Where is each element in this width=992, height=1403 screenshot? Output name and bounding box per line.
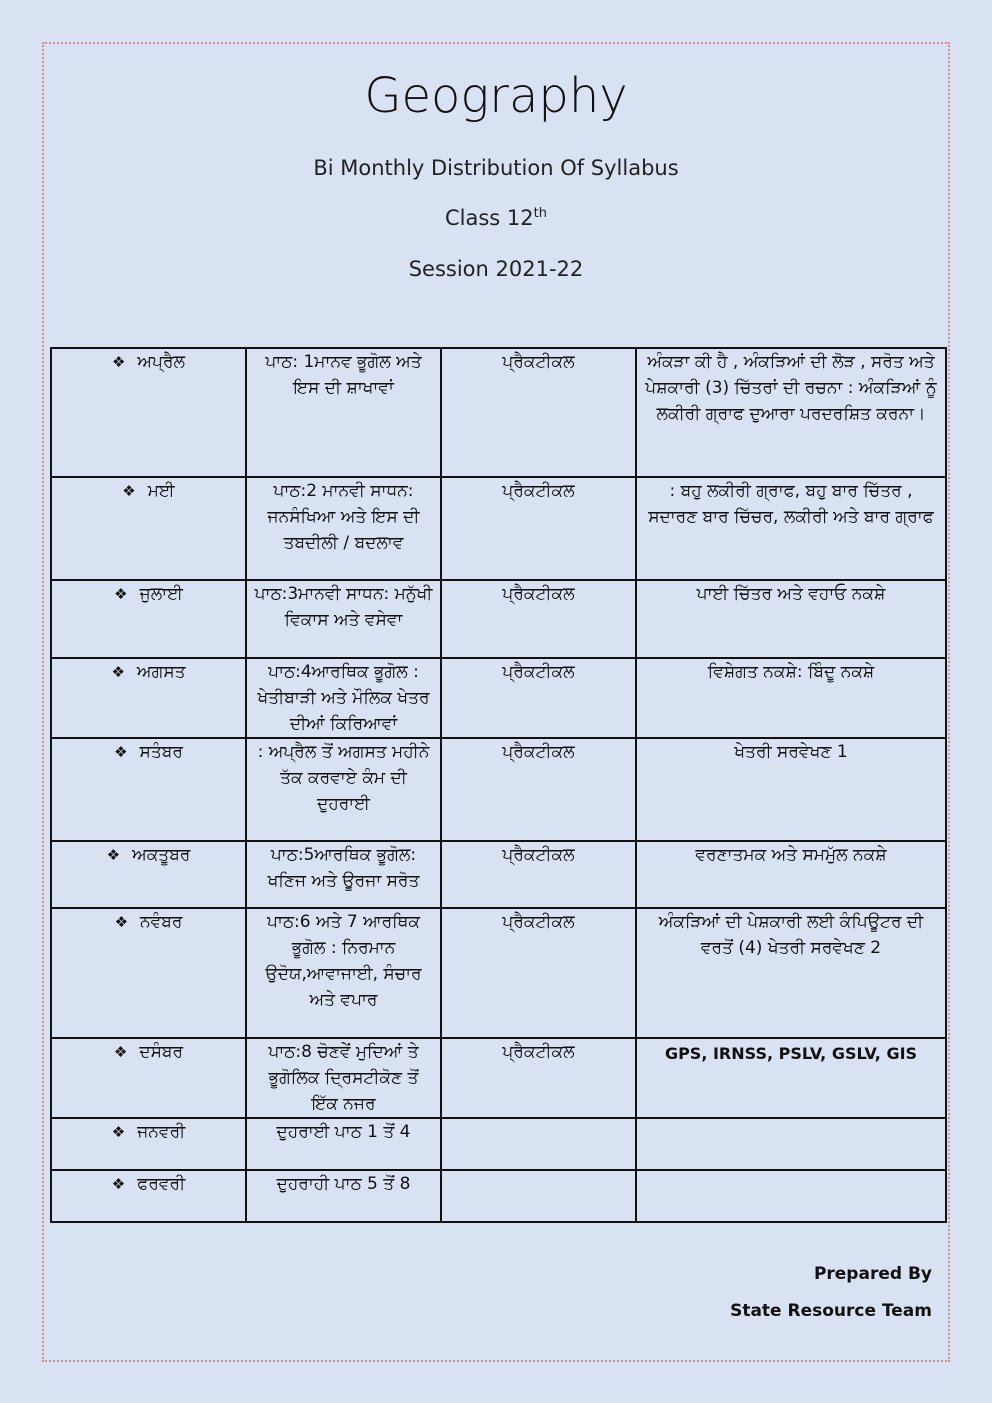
session-label: Session 2021-22 bbox=[408, 257, 584, 281]
month-cell bbox=[51, 841, 246, 908]
chapter-cell: ਪਾਠ:8 ਚੋਣਵੇਂ ਮੁਦਿਆਂ ਤੇ ਭੂਗੋਲਿਕ ਦ੍ਰਿਸਟੀਕੋਣ ਤੋਂ ਇੱਕ ਨਜਰ bbox=[246, 1038, 441, 1118]
type-cell bbox=[441, 1118, 636, 1170]
practical-cell: ਅੰਕੜਿਆਂ ਦੀ ਪੇਸ਼ਕਾਰੀ ਲਈ ਕੰਪਿਊਟਰ ਦੀ ਵਰਤੋਂ (4) ਖੇਤਰੀ ਸਰਵੇਖਣ 2 bbox=[636, 908, 946, 1038]
table-row bbox=[51, 841, 946, 908]
diamond-bullet-icon: ❖ bbox=[106, 846, 121, 864]
type-cell: ਪ੍ਰੈਕਟੀਕਲ bbox=[441, 658, 636, 738]
month-label: ਅਪ੍ਰੈਲ bbox=[137, 352, 186, 372]
practical-cell bbox=[636, 1118, 946, 1170]
practical-cell: ਖੇਤਰੀ ਸਰਵੇਖਣ 1 bbox=[636, 738, 946, 841]
month-cell bbox=[51, 348, 246, 477]
chapter-cell: ਪਾਠ:5ਆਰਥਿਕ ਭੂਗੋਲ: ਖਣਿਜ ਅਤੇ ਊਰਜਾ ਸਰੋਤ bbox=[246, 841, 441, 908]
practical-cell: ਵਰਣਾਤਮਕ ਅਤੇ ਸਮਮੁੱਲ ਨਕਸ਼ੇ bbox=[636, 841, 946, 908]
team-name: State Resource Team bbox=[730, 1301, 932, 1321]
chapter-cell: ਦੁਹਰਾਹੀ ਪਾਠ 5 ਤੋਂ 8 bbox=[246, 1170, 441, 1222]
chapter-cell: ਪਾਠ:2 ਮਾਨਵੀ ਸਾਧਨ: ਜਨਸੰਖਿਆ ਅਤੇ ਇਸ ਦੀ ਤਬਦੀਲੀ / ਬਦਲਾਵ bbox=[246, 477, 441, 580]
table-row bbox=[51, 1170, 946, 1222]
type-cell: ਪ੍ਰੈਕਟੀਕਲ bbox=[441, 738, 636, 841]
practical-cell: ਪਾਈ ਚਿੱਤਰ ਅਤੇ ਵਹਾਓ ਨਕਸ਼ੇ bbox=[636, 580, 946, 658]
type-cell: ਪ੍ਰੈਕਟੀਕਲ bbox=[441, 348, 636, 477]
type-cell: ਪ੍ਰੈਕਟੀਕਲ bbox=[441, 841, 636, 908]
table-row bbox=[51, 1118, 946, 1170]
month-cell bbox=[51, 1038, 246, 1118]
diamond-bullet-icon: ❖ bbox=[114, 913, 129, 931]
diamond-bullet-icon: ❖ bbox=[111, 663, 125, 681]
table-row bbox=[51, 908, 946, 1038]
month-cell bbox=[51, 477, 246, 580]
type-cell: ਪ੍ਰੈਕਟੀਕਲ bbox=[441, 908, 636, 1038]
practical-cell: : ਬਹੁ ਲਕੀਰੀ ਗ੍ਰਾਫ, ਬਹੁ ਬਾਰ ਚਿੱਤਰ , ਸਦਾਰਣ ਬਾਰ ਚਿੱਚਰ, ਲਕੀਰੀ ਅਤੇ ਬਾਰ ਗ੍ਰਾਫ bbox=[636, 477, 946, 580]
chapter-cell: ਪਾਠ: 1ਮਾਨਵ ਭੂਗੋਲ ਅਤੇ ਇਸ ਦੀ ਸ਼ਾਖਾਵਾਂ bbox=[246, 348, 441, 477]
month-label: ਮਈ bbox=[147, 481, 175, 501]
month-label: ਫਰਵਰੀ bbox=[137, 1174, 186, 1194]
syllabus-table bbox=[50, 347, 947, 1223]
practical-cell: GPS, IRNSS, PSLV, GSLV, GIS bbox=[636, 1038, 946, 1118]
chapter-cell: ਦੁਹਰਾਈ ਪਾਠ 1 ਤੋਂ 4 bbox=[246, 1118, 441, 1170]
month-label: ਜਨਵਰੀ bbox=[137, 1122, 186, 1142]
month-cell bbox=[51, 1170, 246, 1222]
diamond-bullet-icon: ❖ bbox=[111, 1123, 126, 1141]
type-cell bbox=[441, 1170, 636, 1222]
diamond-bullet-icon: ❖ bbox=[114, 585, 128, 603]
month-cell bbox=[51, 1118, 246, 1170]
month-cell bbox=[51, 738, 246, 841]
month-label: ਸਤੰਬਰ bbox=[139, 742, 183, 762]
page-title: Geography bbox=[364, 68, 628, 124]
chapter-cell: ਪਾਠ:6 ਅਤੇ 7 ਆਰਥਿਕ ਭੂਗੋਲ : ਨਿਰਮਾਨ ਉਦੋਯ,ਆਵਾਜਾਈ, ਸੰਚਾਰ ਅਤੇ ਵਪਾਰ bbox=[246, 908, 441, 1038]
diamond-bullet-icon: ❖ bbox=[122, 482, 136, 500]
class-label bbox=[0, 206, 992, 230]
practical-cell: ਅੰਕੜਾ ਕੀ ਹੈ , ਅੰਕੜਿਆਂ ਦੀ ਲੋੜ , ਸਰੋਤ ਅਤੇ ਪੇਸ਼ਕਾਰੀ (3) ਚਿੱਤਰਾਂ ਦੀ ਰਚਨਾ : ਅੰਕੜਿਆਂ ਨੂੰ ਲਕੀਰੀ ਗ੍ਰਾਫ ਦੁਆਰਾ ਪਰਦਰਸ਼ਿਤ ਕਰਨਾ। bbox=[636, 348, 946, 477]
practical-cell: ਵਿਸ਼ੇਗਤ ਨਕਸ਼ੇ: ਬਿੰਦੂ ਨਕਸ਼ੇ bbox=[636, 658, 946, 738]
chapter-cell: ਪਾਠ:3ਮਾਨਵੀ ਸਾਧਨ: ਮਨੁੱਖੀ ਵਿਕਾਸ ਅਤੇ ਵਸੇਵਾ bbox=[246, 580, 441, 658]
class-number: Class 12 bbox=[445, 206, 534, 230]
table-row bbox=[51, 477, 946, 580]
subtitle: Bi Monthly Distribution Of Syllabus bbox=[313, 156, 679, 180]
month-label: ਅਕਤੂਬਰ bbox=[132, 845, 191, 865]
month-cell bbox=[51, 908, 246, 1038]
type-cell: ਪ੍ਰੈਕਟੀਕਲ bbox=[441, 477, 636, 580]
month-label: ਦਸੰਬਰ bbox=[139, 1042, 184, 1062]
month-label: ਅਗਸਤ bbox=[136, 662, 186, 682]
table-row bbox=[51, 658, 946, 738]
table-row bbox=[51, 738, 946, 841]
type-cell: ਪ੍ਰੈਕਟੀਕਲ bbox=[441, 1038, 636, 1118]
class-suffix: th bbox=[533, 206, 547, 221]
type-cell: ਪ੍ਰੈਕਟੀਕਲ bbox=[441, 580, 636, 658]
chapter-cell: ਪਾਠ:4ਆਰਥਿਕ ਭੂਗੋਲ : ਖੇਤੀਬਾੜੀ ਅਤੇ ਮੌਲਿਕ ਖੇਤਰ ਦੀਆਂ ਕਿਰਿਆਵਾਂ bbox=[246, 658, 441, 738]
chapter-cell: : ਅਪ੍ਰੈਲ ਤੋਂ ਅਗਸਤ ਮਹੀਨੇ ਤੱਕ ਕਰਵਾਏ ਕੰਮ ਦੀ ਦੁਹਰਾਈ bbox=[246, 738, 441, 841]
prepared-by: Prepared By bbox=[813, 1264, 932, 1284]
diamond-bullet-icon: ❖ bbox=[114, 743, 128, 761]
table-row bbox=[51, 348, 946, 477]
diamond-bullet-icon: ❖ bbox=[111, 353, 126, 371]
table-row bbox=[51, 1038, 946, 1118]
month-cell bbox=[51, 658, 246, 738]
diamond-bullet-icon: ❖ bbox=[111, 1175, 126, 1193]
diamond-bullet-icon: ❖ bbox=[113, 1043, 128, 1061]
month-label: ਨਵੰਬਰ bbox=[140, 912, 183, 932]
month-cell bbox=[51, 580, 246, 658]
table-row bbox=[51, 580, 946, 658]
practical-cell bbox=[636, 1170, 946, 1222]
month-label: ਜੁਲਾਈ bbox=[139, 584, 183, 604]
